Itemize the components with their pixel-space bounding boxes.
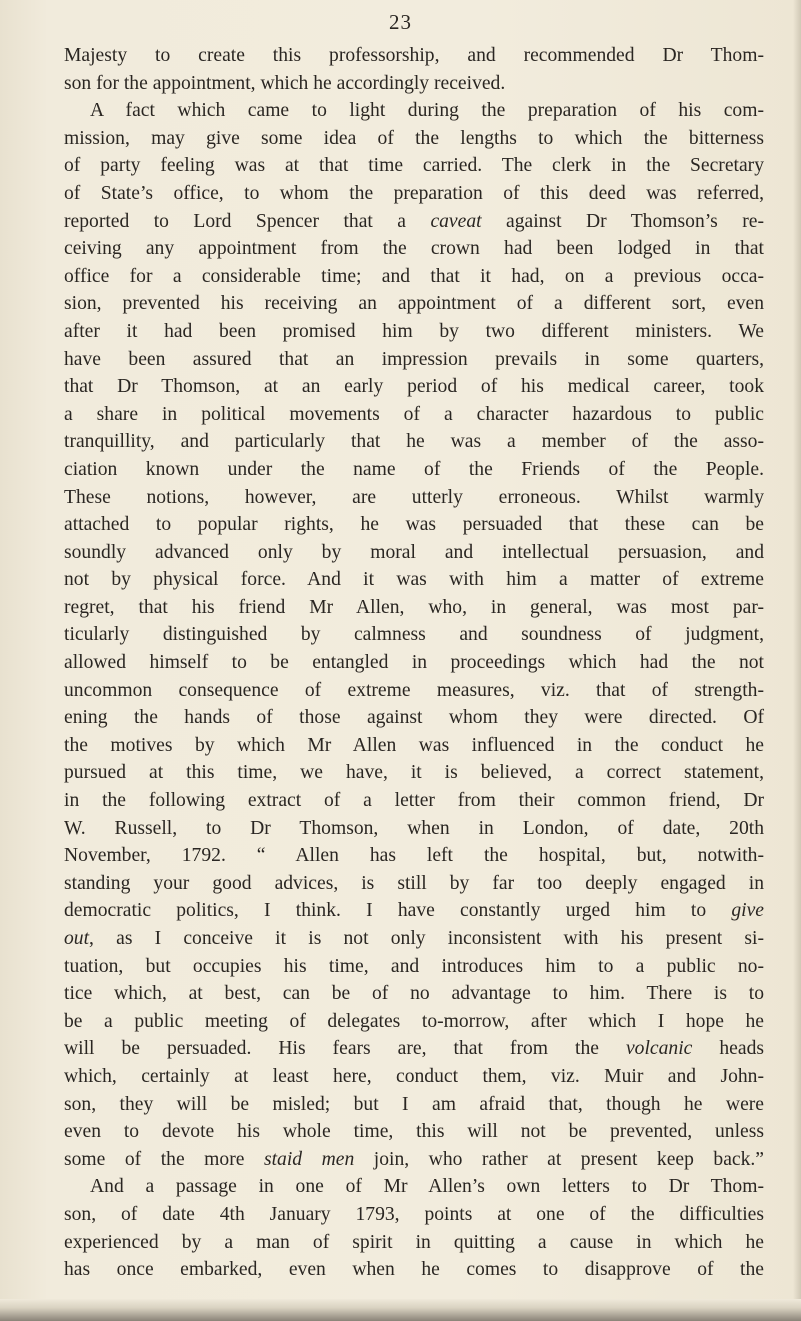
text-run: reported to Lord Spencer that a [64, 210, 431, 232]
text-line: ening the hands of those against whom they were directed. Of [64, 707, 764, 729]
text-line: ceiving any appointment from the crown had been lodged in that [64, 238, 764, 260]
text-line: ciation known under the name of the Friends of the People. [64, 458, 764, 480]
text-line: son, they will be misled; but I am afraid that, though he were [64, 1093, 764, 1115]
italic-run: give [731, 900, 764, 922]
text-line: pursued at this time, we have, it is believed, a correct statement, [64, 762, 764, 784]
text-line: even to devote his whole time, this will not be prevented, unless [64, 1121, 764, 1143]
text-run: will be persuaded. His fears are, that from the [64, 1038, 626, 1060]
text-line: son for the appointment, which he accordingly received. [64, 72, 506, 94]
text-line: be a public meeting of delegates to-morrow, after which I hope he [64, 1010, 764, 1032]
text-line: W. Russell, to Dr Thomson, when in London, of date, 20th [64, 817, 764, 839]
text-run: , as I conceive it is not only inconsistent with his present si- [89, 928, 764, 949]
text-line: experienced by a man of spirit in quitting a cause in which he [64, 1231, 764, 1253]
text-line [64, 1146, 764, 1174]
text-line: soundly advanced only by moral and intellectual persuasion, and [64, 541, 764, 563]
text-line: These notions, however, are utterly erroneous. Whilst warmly [64, 486, 764, 508]
text-line: uncommon consequence of extreme measures, viz. that of strength- [64, 679, 764, 701]
text-run: some of the more [64, 1148, 264, 1170]
text-line: have been assured that an impression prevails in some quarters, [64, 348, 764, 370]
text-line [64, 208, 764, 236]
text-line: the motives by which Mr Allen was influenced in the conduct he [64, 734, 764, 756]
text-run: democratic politics, I think. I have constantly urged him to [64, 900, 732, 922]
text-line: And a passage in one of Mr Allen’s own letters to Dr Thom- [90, 1176, 764, 1198]
text-line: has once embarked, even when he comes to disapprove of the [64, 1259, 764, 1281]
italic-run: out [64, 928, 90, 949]
text-line: standing your good advices, is still by far too deeply engaged in [64, 872, 764, 894]
text-line: of State’s office, to whom the preparation of this deed was referred, [64, 182, 764, 204]
text-line: November, 1792. “ Allen has left the hospital, but, notwith- [64, 845, 764, 867]
text-line: sion, prevented his receiving an appointment of a different sort, even [64, 293, 764, 315]
text-line: mission, may give some idea of the lengths to which the bitterness [64, 127, 764, 149]
text-line: tuation, but occupies his time, and introduces him to a public no- [64, 955, 764, 977]
text-line: of party feeling was at that time carried. The clerk in the Secretary [64, 155, 764, 177]
page-bottom-edge [0, 1299, 801, 1321]
text-line: attached to popular rights, he was persuaded that these can be [64, 514, 764, 536]
text-run: join, who rather at present keep back.” [354, 1148, 764, 1170]
text-line: ticularly distinguished by calmness and soundness of judgment, [64, 624, 764, 646]
text-line: which, certainly at least here, conduct them, viz. Muir and John- [64, 1065, 764, 1087]
text-line: office for a considerable time; and that it had, on a previous occa- [64, 265, 764, 287]
italic-run: caveat [430, 210, 482, 232]
text-line [64, 1035, 764, 1063]
text-line [64, 897, 764, 925]
text-line: a share in political movements of a character hazardous to public [64, 403, 764, 425]
italic-run: staid men [263, 1148, 355, 1170]
text-line: after it had been promised him by two different ministers. We [64, 320, 764, 342]
text-line: in the following extract of a letter from their common friend, Dr [64, 790, 764, 812]
text-line: tranquillity, and particularly that he was a member of the asso- [64, 431, 764, 453]
page-edge-shadow [793, 0, 801, 1321]
text-line: regret, that his friend Mr Allen, who, in general, was most par- [64, 596, 764, 618]
page-number: 23 [389, 10, 412, 34]
text-line: son, of date 4th January 1793, points at one of the difficulties [64, 1203, 764, 1225]
text-line: that Dr Thomson, at an early period of his medical career, took [64, 376, 764, 398]
italic-run: volcanic [625, 1038, 693, 1060]
text-line [64, 925, 764, 953]
body-text [64, 42, 764, 1284]
text-run: heads [692, 1038, 764, 1060]
text-line: tice which, at best, can be of no advantage to him. There is to [64, 983, 764, 1005]
text-line: A fact which came to light during the preparation of his com- [90, 100, 764, 122]
text-line: allowed himself to be entangled in proceedings which had the not [64, 652, 764, 674]
text-line: not by physical force. And it was with him a matter of extreme [64, 569, 764, 591]
text-line: Majesty to create this professorship, and recommended Dr Thom- [64, 45, 764, 66]
text-run: against Dr Thomson’s re- [481, 210, 764, 232]
